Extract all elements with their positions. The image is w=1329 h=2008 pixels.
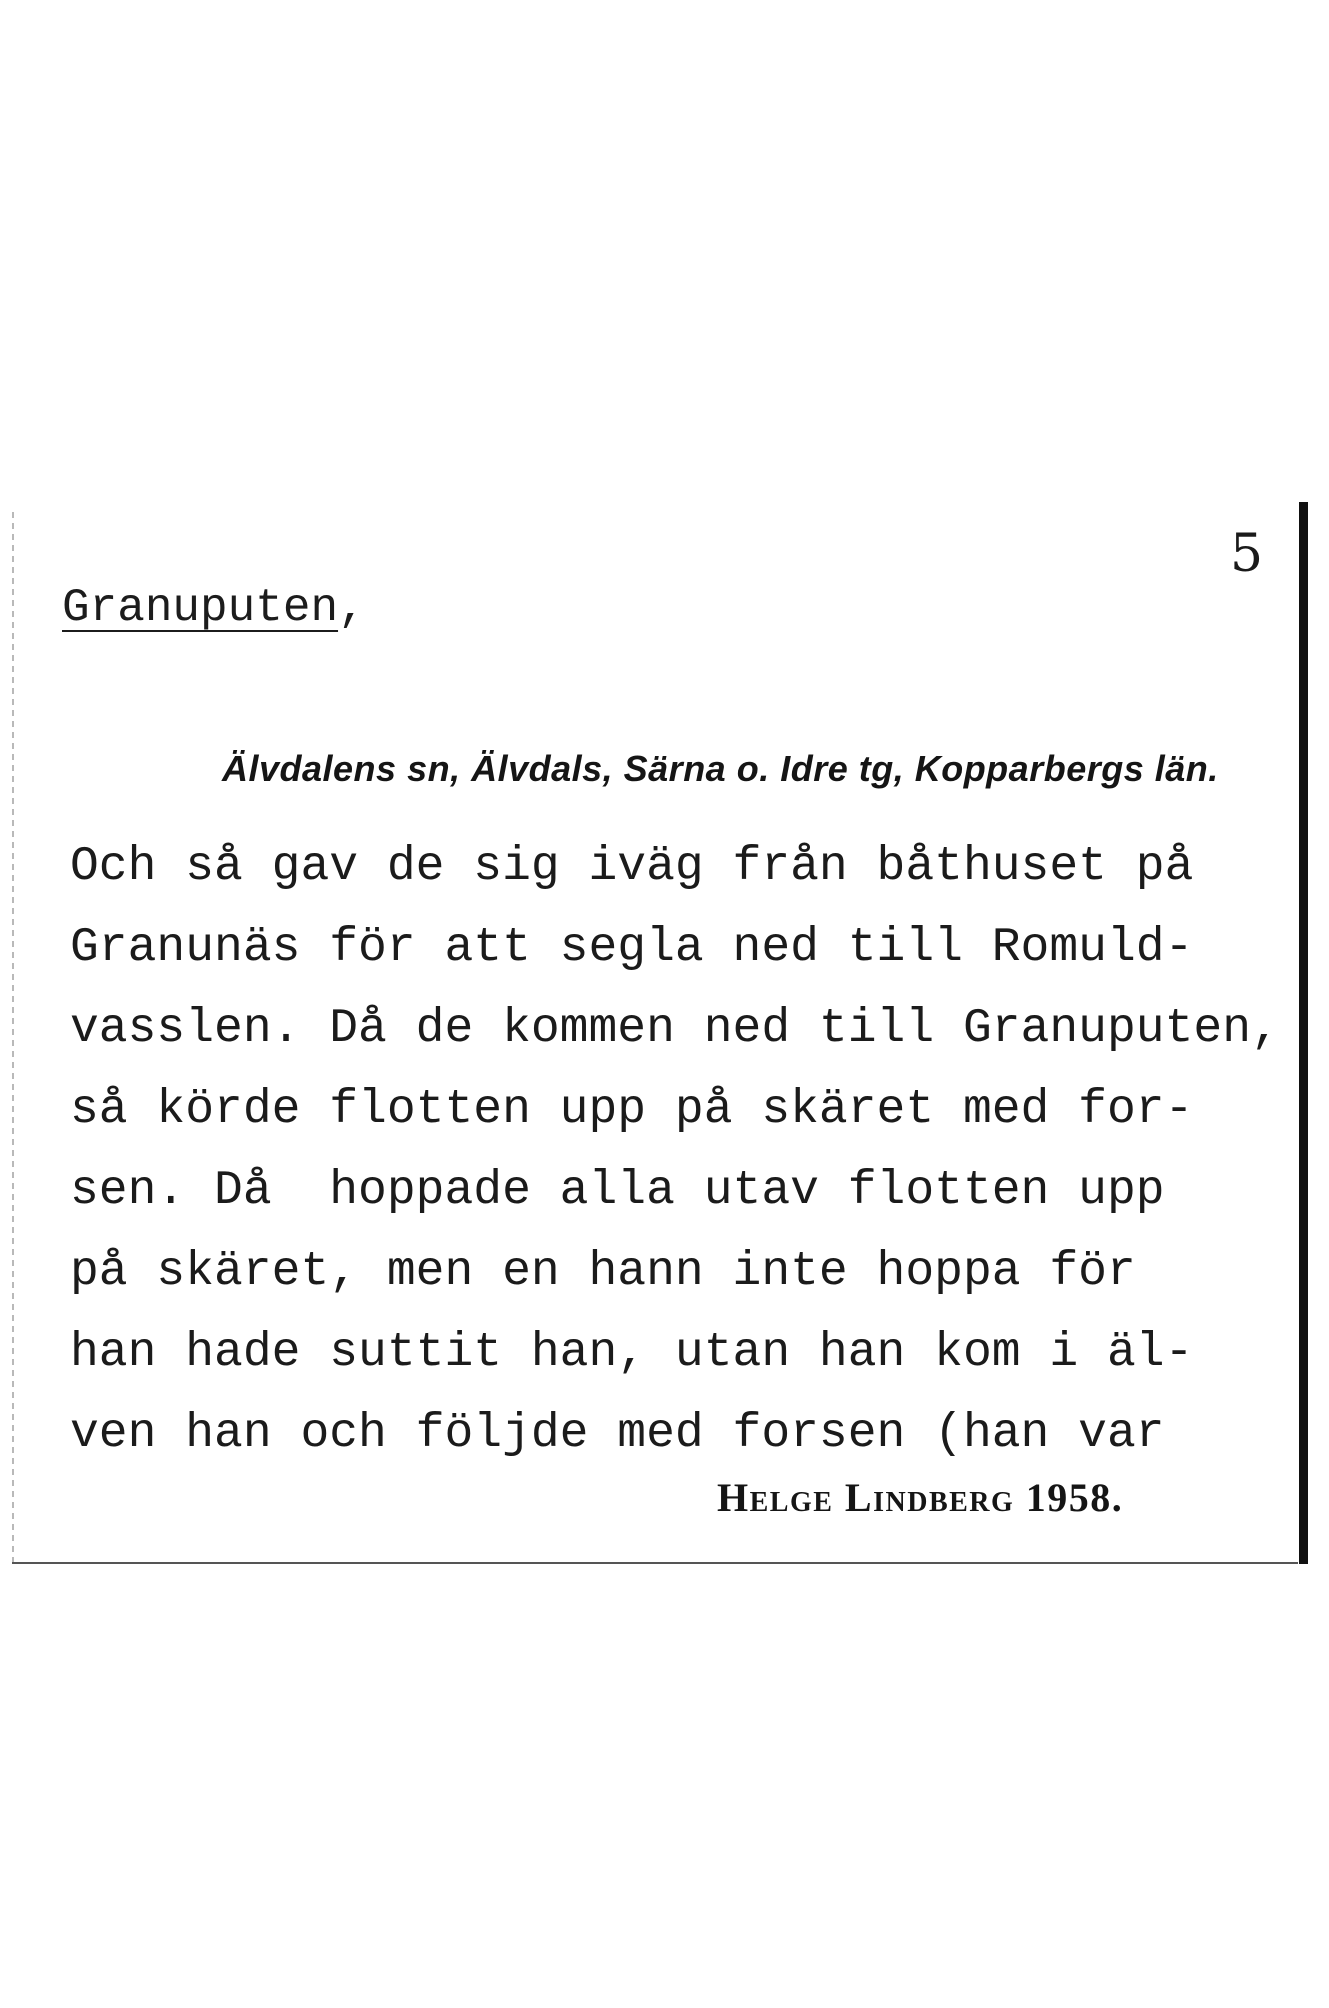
location-line: Älvdalens sn, Älvdals, Särna o. Idre tg, Kopparbergs län.: [222, 748, 1219, 789]
body-line: vasslen. Då de kommen ned till Granuputen,: [70, 1002, 1280, 1056]
body-line: Och så gav de sig iväg från båthuset på: [70, 840, 1194, 894]
card-title-suffix: ,: [338, 582, 366, 634]
body-line: så körde flotten upp på skäret med for-: [70, 1083, 1194, 1137]
body-line: han hade suttit han, utan han kom i äl-: [70, 1326, 1194, 1380]
signature: Helge Lindberg 1958.: [717, 1475, 1124, 1520]
body-line: sen. Då hoppade alla utav flotten upp: [70, 1164, 1165, 1218]
card-title-word: Granuputen: [62, 582, 339, 634]
page-number: 5: [1230, 524, 1264, 584]
card-title: [62, 582, 366, 634]
body-line: ven han och följde med forsen (han var: [70, 1407, 1165, 1461]
archive-card: [12, 512, 1298, 1564]
card-left-edge: [12, 512, 14, 1562]
body-line: Granunäs för att segla ned till Romuld-: [70, 921, 1194, 975]
body-text: [70, 827, 1310, 1475]
body-line: på skäret, men en hann inte hoppa för: [70, 1245, 1136, 1299]
